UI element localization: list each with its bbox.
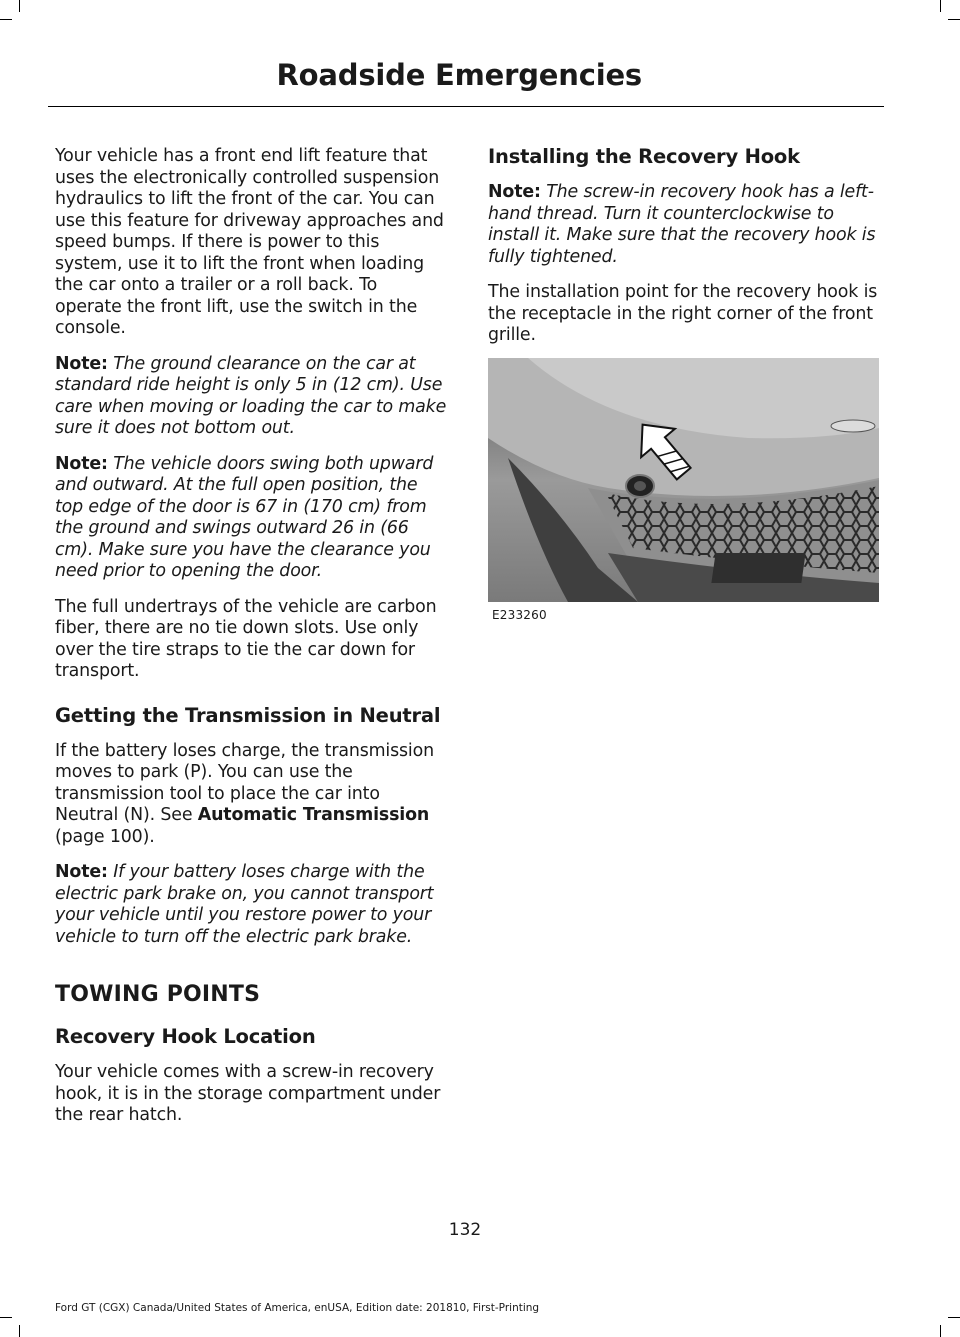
crop-mark	[940, 1325, 941, 1337]
neutral-paragraph	[55, 741, 447, 849]
crop-mark	[948, 1317, 960, 1318]
page-number: 132	[448, 1220, 482, 1240]
note-park-brake	[55, 862, 447, 948]
installation-point-paragraph: The installation point for the recovery hook is the receptacle in the right corner of the front grille.	[488, 282, 878, 345]
note-label: Note:	[55, 862, 108, 882]
crop-mark	[0, 19, 12, 20]
note-ground-clearance	[55, 354, 447, 440]
header-divider	[48, 106, 884, 107]
heading-neutral: Getting the Transmission in Neutral	[55, 703, 441, 727]
recovery-hook-location-paragraph: Your vehicle comes with a screw-in recovery hook, it is in the storage compartment under the rear hatch.	[55, 1062, 441, 1125]
note-door-clearance	[55, 454, 447, 583]
note-text: If your battery loses charge with the electric park brake on, you cannot transport your vehicle until you restore power to your vehicle to turn off the electric park brake.	[55, 862, 434, 947]
crop-mark	[0, 1317, 12, 1318]
crop-mark	[19, 1325, 20, 1337]
heading-towing-points: TOWING POINTS	[55, 982, 261, 1007]
undertray-paragraph: The full undertrays of the vehicle are carbon fiber, there are no tie down slots. Use only over the tire straps to tie the car down for transport.	[55, 596, 437, 681]
note-label: Note:	[55, 453, 108, 474]
figure-code: E233260	[492, 608, 547, 622]
left-column	[55, 146, 447, 1141]
page-title: Roadside Emergencies	[276, 58, 642, 92]
crop-mark	[940, 0, 941, 12]
note-text: The vehicle doors swing both upward and outward. At the full open position, the top edge of the door is 67 in (170 cm) from the ground and swings outward 26 in (66 cm). Make sure you have the clearance you need prior to opening the door.	[55, 453, 434, 581]
footer-edition: Ford GT (CGX) Canada/United States of America, enUSA, Edition date: 201810, First-Printing	[55, 1302, 540, 1314]
front-grille-illustration	[488, 358, 879, 602]
heading-recovery-hook-location: Recovery Hook Location	[55, 1025, 316, 1048]
note-text: The ground clearance on the car at standard ride height is only 5 in (12 cm). Use care when moving or loading the car to make sure it does not bottom out.	[55, 353, 447, 438]
right-column	[488, 146, 881, 361]
note-label: Note:	[55, 353, 108, 374]
crop-mark	[948, 19, 960, 20]
note-text: The screw-in recovery hook has a left-hand thread. Turn it counterclockwise to install it. Make sure that the recovery hook is fully tightened.	[488, 182, 876, 267]
heading-installing-recovery-hook: Installing the Recovery Hook	[488, 145, 800, 168]
recovery-hook-figure	[488, 358, 879, 602]
automatic-transmission-link[interactable]: Automatic Transmission	[197, 805, 430, 825]
crop-mark	[19, 0, 20, 12]
front-lift-paragraph: Your vehicle has a front end lift feature that uses the electronically controlled suspension hydraulics to lift the front of the car. You can use this feature for driveway approaches and speed bumps. If there is power to this system, use it to lift the front when loading the car onto a trailer or a roll back. To operate the front lift, use the switch in the console.	[55, 146, 444, 338]
page-reference: (page 100).	[55, 826, 155, 847]
note-left-hand-thread	[488, 182, 881, 268]
neutral-text: If the battery loses charge, the transmission moves to park (P). You can use the transmission tool to place the car into Neutral (N). See	[55, 740, 434, 825]
note-label: Note:	[488, 182, 541, 202]
